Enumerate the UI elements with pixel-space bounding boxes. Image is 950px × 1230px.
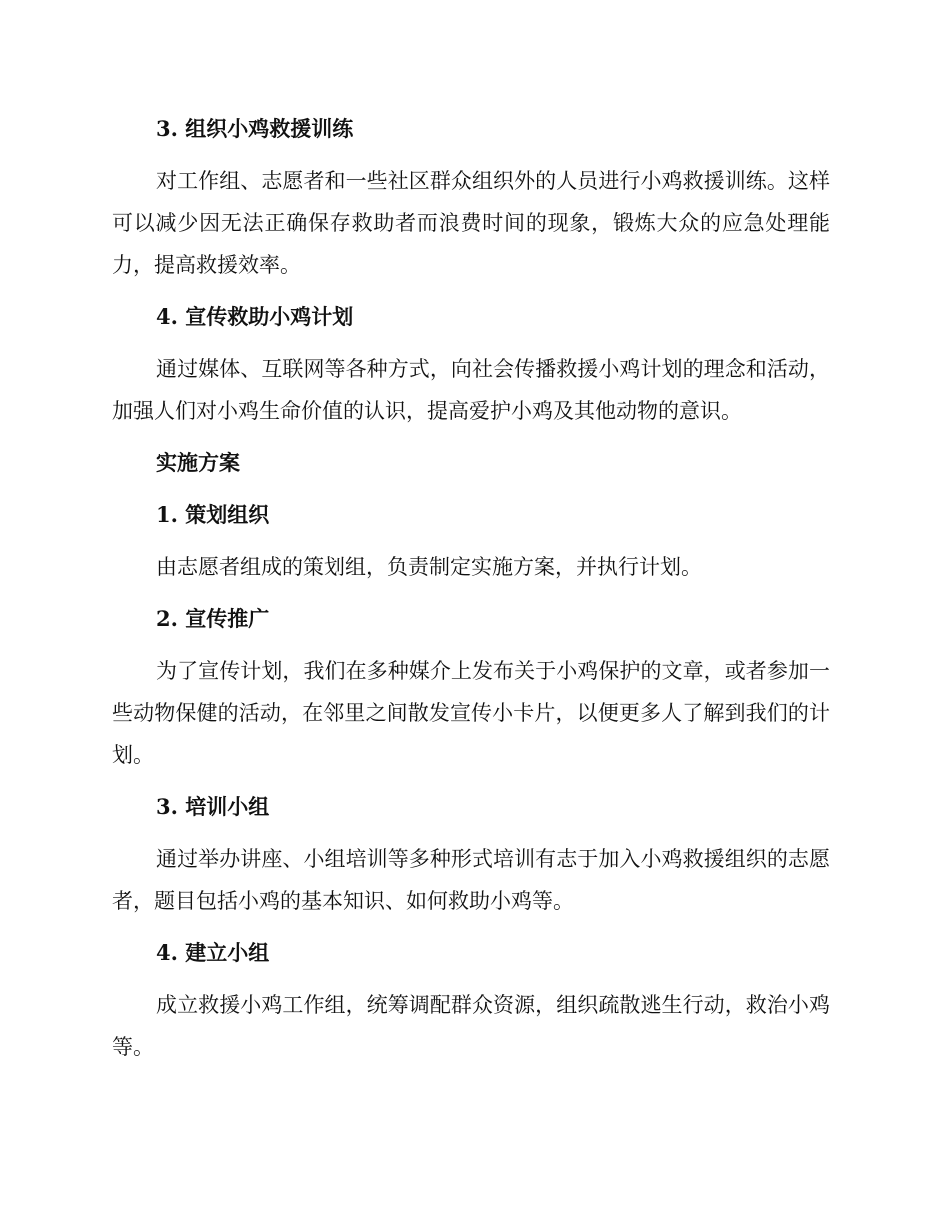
section-heading-promotion: 2. 宣传推广: [156, 606, 270, 631]
document-page: [112, 108, 830, 1068]
section-heading-implementation: 实施方案: [156, 450, 240, 475]
section-heading-publicity-plan: 4. 宣传救助小鸡计划: [156, 304, 354, 329]
section-heading-planning: 1. 策划组织: [156, 502, 270, 527]
section-heading-build-group: 4. 建立小组: [156, 940, 270, 965]
section-paragraph-planning: 由志愿者组成的策划组，负责制定实施方案，并执行计划。: [156, 555, 702, 579]
section-paragraph-promotion: 为了宣传计划，我们在多种媒介上发布关于小鸡保护的文章，或者参加一些动物保健的活动，在邻里之间散发宣传小卡片，以便更多人了解到我们的计划。: [112, 659, 830, 767]
section-paragraph-training-group: 通过举办讲座、小组培训等多种形式培训有志于加入小鸡救援组织的志愿者，题目包括小鸡的基本知识、如何救助小鸡等。: [112, 847, 830, 913]
section-paragraph-training: 对工作组、志愿者和一些社区群众组织外的人员进行小鸡救援训练。这样可以减少因无法正确保存救助者而浪费时间的现象，锻炼大众的应急处理能力，提高救援效率。: [112, 169, 830, 277]
section-heading-training-group: 3. 培训小组: [156, 794, 270, 819]
section-paragraph-publicity-plan: 通过媒体、互联网等各种方式，向社会传播救援小鸡计划的理念和活动，加强人们对小鸡生命价值的认识，提高爱护小鸡及其他动物的意识。: [112, 357, 830, 423]
section-heading-training: 3. 组织小鸡救援训练: [156, 116, 354, 141]
section-paragraph-build-group: 成立救援小鸡工作组，统筹调配群众资源，组织疏散逃生行动，救治小鸡等。: [112, 993, 830, 1059]
